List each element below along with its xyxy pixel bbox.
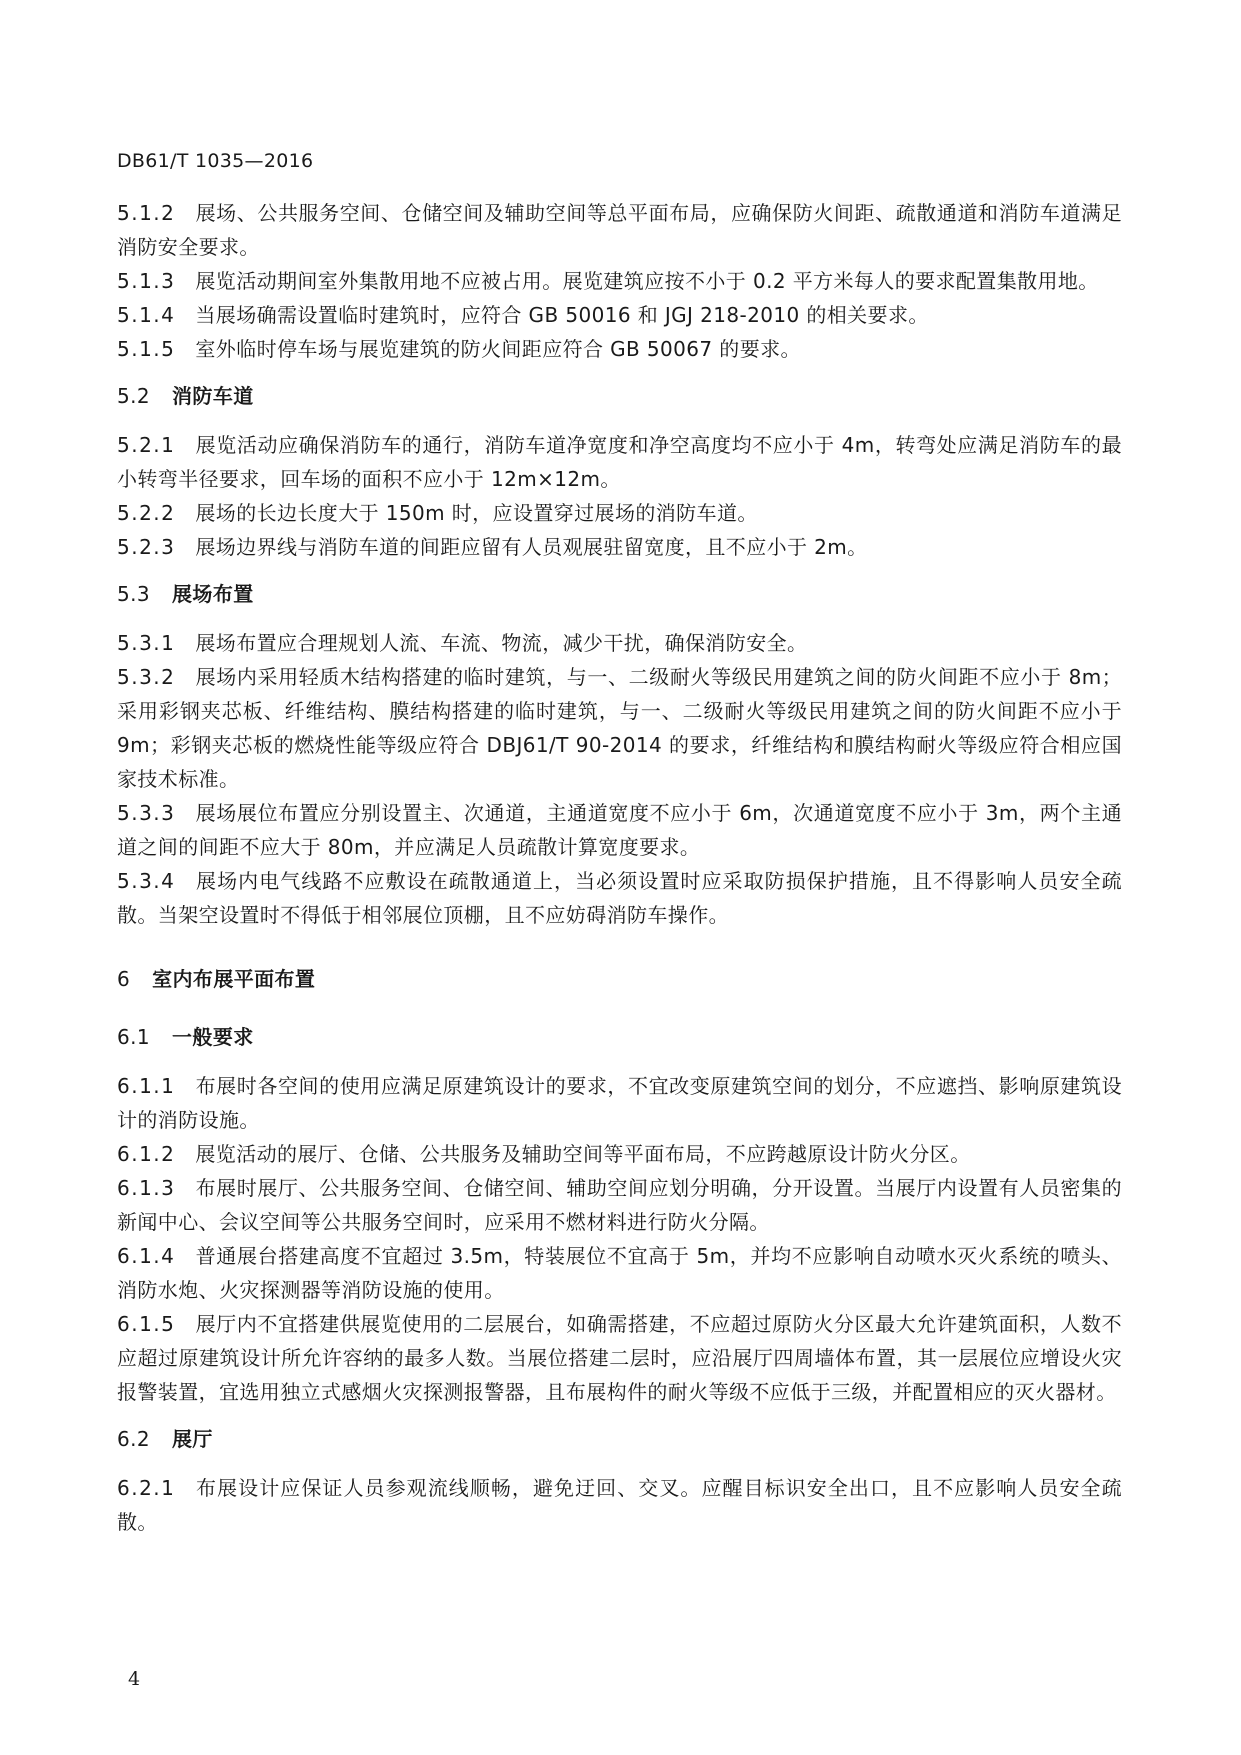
clause-5-1-5: [117, 332, 1122, 366]
clause-text: 展场内采用轻质木结构搭建的临时建筑，与一、二级耐火等级民用建筑之间的防火间距不应小于 8m；采用彩钢夹芯板、纤维结构、膜结构搭建的临时建筑，与一、二级耐火等级民用建筑之间的防火间距不应小于 9m；彩钢夹芯板的燃烧性能等级应符合 DBJ61/T 90-2014 的要求，纤维结构和膜结构耐火等级应符合相应国家技术标准。: [117, 665, 1122, 791]
clause-5-1-3: [117, 264, 1122, 298]
heading-text: 一般要求: [172, 1025, 254, 1049]
clause-5-1-4: [117, 298, 1122, 332]
clause-number: 5.1.4: [117, 303, 176, 327]
clause-text: 普通展台搭建高度不宜超过 3.5m，特装展位不宜高于 5m，并均不应影响自动喷水灭火系统的喷头、消防水炮、火灾探测器等消防设施的使用。: [117, 1244, 1122, 1302]
clause-text: 布展设计应保证人员参观流线顺畅，避免迂回、交叉。应醒目标识安全出口，且不应影响人员安全疏散。: [117, 1476, 1122, 1534]
clause-text: 展厅内不宜搭建供展览使用的二层展台，如确需搭建，不应超过原防火分区最大允许建筑面积，人数不应超过原建筑设计所允许容纳的最多人数。当展位搭建二层时，应沿展厅四周墙体布置，其一层展位应增设火灾报警装置，宜选用独立式感烟火灾探测报警器，且布展构件的耐火等级不应低于三级，并配置相应的灭火器材。: [117, 1312, 1122, 1404]
heading-text: 展厅: [172, 1427, 213, 1451]
chapter-number: 6: [117, 967, 131, 991]
clause-5-2-1: [117, 428, 1122, 496]
heading-6-1: [117, 1020, 1122, 1054]
heading-number: 5.2: [117, 384, 151, 408]
heading-text: 消防车道: [172, 384, 254, 408]
clause-number: 5.1.3: [117, 269, 176, 293]
clause-text: 展场内电气线路不应敷设在疏散通道上，当必须设置时应采取防损保护措施，且不得影响人员安全疏散。当架空设置时不得低于相邻展位顶棚，且不应妨碍消防车操作。: [117, 869, 1122, 927]
clause-5-3-2: [117, 660, 1122, 796]
clause-6-1-4: [117, 1239, 1122, 1307]
clause-5-1-2: [117, 196, 1122, 264]
clause-5-3-3: [117, 796, 1122, 864]
clause-text: 展览活动应确保消防车的通行，消防车道净宽度和净空高度均不应小于 4m，转弯处应满足消防车的最小转弯半径要求，回车场的面积不应小于 12m×12m。: [117, 433, 1122, 491]
clause-number: 6.1.5: [117, 1312, 176, 1336]
clause-text: 展场、公共服务空间、仓储空间及辅助空间等总平面布局，应确保防火间距、疏散通道和消防车道满足消防安全要求。: [117, 201, 1122, 259]
clause-number: 6.1.3: [117, 1176, 176, 1200]
clause-number: 5.2.3: [117, 535, 176, 559]
clause-number: 6.2.1: [117, 1476, 176, 1500]
clause-5-2-2: [117, 496, 1122, 530]
clause-5-3-1: [117, 626, 1122, 660]
heading-text: 展场布置: [172, 582, 254, 606]
document-body: [117, 196, 1122, 1539]
clause-text: 展览活动期间室外集散用地不应被占用。展览建筑应按不小于 0.2 平方米每人的要求配置集散用地。: [195, 269, 1099, 293]
clause-number: 5.3.1: [117, 631, 176, 655]
clause-text: 当展场确需设置临时建筑时，应符合 GB 50016 和 JGJ 218-2010 的相关要求。: [195, 303, 929, 327]
chapter-title: 室内布展平面布置: [152, 967, 316, 991]
heading-5-2: [117, 379, 1122, 413]
clause-number: 5.3.2: [117, 665, 176, 689]
heading-6-2: [117, 1422, 1122, 1456]
clause-number: 6.1.1: [117, 1074, 176, 1098]
page-number: 4: [128, 1668, 141, 1690]
clause-text: 展场的长边长度大于 150m 时，应设置穿过展场的消防车道。: [195, 501, 758, 525]
heading-number: 6.1: [117, 1025, 151, 1049]
clause-5-3-4: [117, 864, 1122, 932]
clause-6-1-5: [117, 1307, 1122, 1409]
clause-text: 展览活动的展厅、仓储、公共服务及辅助空间等平面布局，不应跨越原设计防火分区。: [195, 1142, 971, 1166]
standard-code: DB61/T 1035—2016: [117, 150, 314, 172]
clause-number: 5.1.5: [117, 337, 176, 361]
heading-number: 5.3: [117, 582, 151, 606]
clause-text: 展场边界线与消防车道的间距应留有人员观展驻留宽度，且不应小于 2m。: [195, 535, 868, 559]
clause-6-1-1: [117, 1069, 1122, 1137]
clause-number: 6.1.2: [117, 1142, 176, 1166]
clause-text: 布展时各空间的使用应满足原建筑设计的要求，不宜改变原建筑空间的划分，不应遮挡、影响原建筑设计的消防设施。: [117, 1074, 1122, 1132]
clause-text: 展场展位布置应分别设置主、次通道，主通道宽度不应小于 6m，次通道宽度不应小于 3m，两个主通道之间的间距不应大于 80m，并应满足人员疏散计算宽度要求。: [117, 801, 1122, 859]
chapter-6-heading: [117, 962, 1122, 996]
clause-text: 室外临时停车场与展览建筑的防火间距应符合 GB 50067 的要求。: [195, 337, 801, 361]
clause-text: 布展时展厅、公共服务空间、仓储空间、辅助空间应划分明确，分开设置。当展厅内设置有人员密集的新闻中心、会议空间等公共服务空间时，应采用不燃材料进行防火分隔。: [117, 1176, 1122, 1234]
clause-number: 5.3.3: [117, 801, 176, 825]
clause-5-2-3: [117, 530, 1122, 564]
clause-number: 5.1.2: [117, 201, 176, 225]
clause-number: 5.2.2: [117, 501, 176, 525]
clause-number: 6.1.4: [117, 1244, 176, 1268]
clause-6-2-1: [117, 1471, 1122, 1539]
heading-number: 6.2: [117, 1427, 151, 1451]
clause-text: 展场布置应合理规划人流、车流、物流，减少干扰，确保消防安全。: [195, 631, 808, 655]
heading-5-3: [117, 577, 1122, 611]
clause-6-1-3: [117, 1171, 1122, 1239]
clause-number: 5.2.1: [117, 433, 176, 457]
clause-6-1-2: [117, 1137, 1122, 1171]
clause-number: 5.3.4: [117, 869, 176, 893]
